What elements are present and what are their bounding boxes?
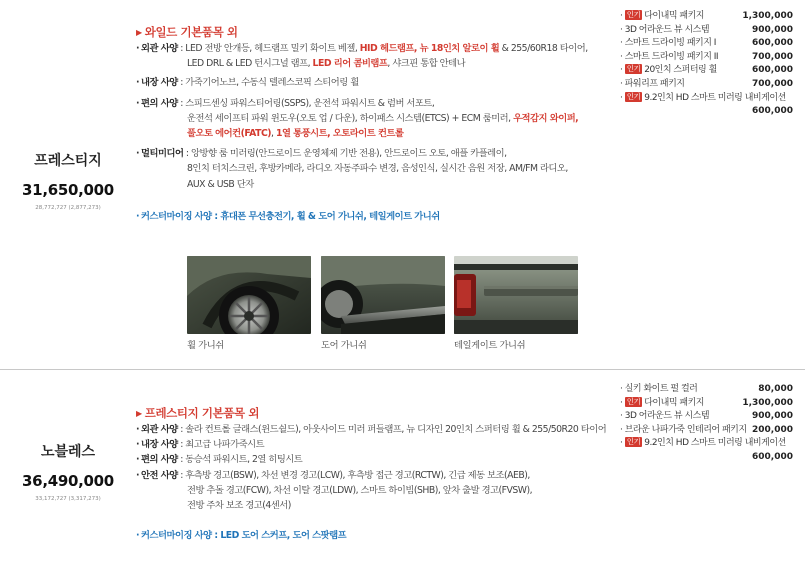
trim-row-noblesse	[0, 370, 805, 573]
spec-text: : 솔라 컨트롤 글래스(윈드쉴드), 아웃사이드 미러 퍼들램프, 뉴 디자인 20인치 스퍼터링 휠 & 255/50R20 타이어	[180, 424, 607, 435]
spec-line	[136, 498, 608, 513]
option-name: 실키 화이트 펄 컬러	[624, 384, 698, 394]
spec-line	[136, 177, 608, 192]
spec-text: 8인치 터치스크린, 후방카메라, 라디오 자동주파수 변경, 음성인식, 실시간 음원 저장, AM/FM 라디오,	[187, 163, 568, 175]
option-name: 스마트 드라이빙 패키지 II	[624, 51, 719, 62]
bullet-icon: ·	[136, 97, 140, 109]
option-name: 브라운 나파가죽 인테리어 패키지	[624, 424, 747, 435]
option-item: · 인기 9.2인치 HD 스마트 미러링 내비게이션 600,000	[620, 92, 793, 119]
highlight-text: 1열 통풍시트, 오토라이트 컨트롤	[275, 128, 404, 140]
spec-line	[136, 146, 608, 161]
option-item: · 인기 다이내믹 패키지 1,300,000	[620, 397, 793, 411]
trim-name: 노블레스	[40, 444, 96, 460]
triangle-right-icon: ▶	[136, 409, 142, 418]
option-price: 700,000	[752, 78, 793, 89]
bullet-icon: ·	[136, 211, 140, 222]
option-item: · 3D 어라운드 뷰 시스템 900,000	[620, 24, 793, 38]
option-name: 9.2인치 HD 스마트 미러링 내비게이션	[644, 438, 786, 449]
base-items-header	[136, 24, 238, 40]
option-item: · 파워리프 패키지 700,000	[620, 78, 793, 92]
option-item: · 3D 어라운드 뷰 시스템 900,000	[620, 410, 793, 424]
option-item: · 실키 화이트 펄 컬러 80,000	[620, 383, 793, 397]
spec-line	[136, 126, 608, 141]
option-item: · 인기 20인치 스퍼터링 휠 600,000	[620, 64, 793, 78]
popular-badge: 인기	[626, 437, 641, 447]
spec-text: AUX & USB 단자	[187, 178, 254, 190]
option-item: · 인기 9.2인치 HD 스마트 미러링 내비게이션 600,000	[620, 437, 793, 464]
spec-label: 멀티미디어	[141, 148, 184, 160]
option-price: 80,000	[758, 384, 793, 394]
option-name: 3D 어라운드 뷰 시스템	[624, 411, 710, 422]
bullet-icon: ·	[136, 148, 140, 160]
option-price: 200,000	[752, 424, 793, 435]
spec-line	[136, 452, 608, 467]
spec-text: : 스피드센싱 파워스티어링(SSPS), 운전석 파워시트 & 럼버 서포트,	[180, 97, 435, 109]
spec-line	[136, 56, 608, 71]
spec-item	[136, 146, 608, 192]
spec-line	[136, 75, 608, 90]
highlight-text: LED 리어 콤비램프	[312, 58, 388, 70]
spec-label: 내장 사양	[141, 439, 178, 451]
spec-list	[136, 422, 608, 513]
option-name: 스마트 드라이빙 패키지 I	[624, 38, 716, 49]
spec-label: 내장 사양	[141, 77, 178, 89]
option-name: 다이내믹 패키지	[644, 397, 704, 408]
spec-text: : 앙방향 룸 미러링(안드로이드 운영체제 기반 전용), 안드로이드 오토, 애플 카플레이,	[185, 148, 507, 160]
trim-name: 프레스티지	[34, 153, 102, 169]
spec-item	[136, 75, 608, 90]
bullet-icon: ·	[136, 530, 140, 541]
spec-label: 외관 사양	[141, 43, 178, 54]
customizing-spec	[136, 527, 346, 541]
spec-label: 외관 사양	[141, 424, 178, 435]
spec-text: 전방 주차 보조 경고(4센서)	[187, 500, 291, 512]
option-price: 600,000	[752, 106, 793, 117]
option-price: 900,000	[752, 411, 793, 422]
option-price: 600,000	[752, 65, 793, 76]
spec-text: : LED 전방 안개등, 헤드램프 밀키 화이트 베젤,	[180, 43, 360, 54]
spec-text: : 후측방 경고(BSW), 차선 변경 경고(LCW), 후측방 접근 경고(RCTW), 긴급 제동 보조(AEB),	[180, 469, 530, 481]
bullet-icon: ·	[136, 43, 140, 54]
bullet-icon: ·	[136, 454, 140, 466]
door-garnish-photo	[321, 256, 445, 334]
customizing-spec	[136, 208, 440, 222]
option-price: 900,000	[752, 24, 793, 35]
spec-line	[136, 96, 608, 111]
spec-text: LED DRL & LED 턴시그널 램프,	[187, 58, 313, 70]
popular-badge: 인기	[626, 10, 641, 19]
spec-text: : 최고급 나파가죽시트	[180, 439, 265, 451]
spec-line	[136, 161, 608, 176]
option-price: 600,000	[752, 451, 793, 462]
popular-badge: 인기	[626, 64, 641, 74]
spec-text: : 동승석 파워시트, 2열 히팅시트	[180, 454, 303, 466]
photo-caption: 테일게이트 가니쉬	[454, 340, 526, 351]
bullet-icon: ·	[136, 424, 140, 435]
option-list	[620, 10, 793, 119]
spec-line	[136, 422, 608, 437]
option-item: · 인기 다이내믹 패키지 1,300,000	[620, 10, 793, 24]
option-price: 700,000	[752, 51, 793, 62]
triangle-right-icon: ▶	[136, 28, 142, 37]
bullet-icon: ·	[136, 439, 140, 451]
spec-item	[136, 468, 608, 514]
option-item: · 스마트 드라이빙 패키지 II 700,000	[620, 51, 793, 65]
trim-price: 36,490,000	[22, 472, 114, 490]
option-name: 3D 어라운드 뷰 시스템	[624, 24, 710, 35]
spec-text: 전방 추돌 경고(FCW), 차선 이탈 경고(LDW), 스마트 하이빔(SHB), 앞차 출발 경고(FVSW),	[187, 484, 533, 496]
highlight-text: 풀오토 에어컨(FATC)	[187, 128, 272, 140]
popular-badge: 인기	[626, 91, 641, 101]
option-item: · 브라운 나파가죽 인테리어 패키지 200,000	[620, 424, 793, 438]
customizing-text: : 휴대폰 무선충전기, 휠 & 도어 가니쉬, 테일게이트 가니쉬	[214, 211, 440, 222]
spec-text: ,	[271, 128, 276, 140]
spec-text: : 가죽기어노브, 수동식 텔레스코픽 스티어링 휠	[180, 77, 359, 89]
customizing-text: : LED 도어 스커프, 도어 스팟램프	[214, 530, 347, 541]
spec-label: 편의 사양	[141, 97, 178, 109]
option-price: 1,300,000	[742, 11, 793, 21]
spec-label: 편의 사양	[141, 454, 178, 466]
spec-line	[136, 437, 608, 452]
option-name: 20인치 스퍼터링 휠	[644, 65, 717, 76]
wheel-garnish-photo	[187, 256, 311, 334]
customizing-label: 커스터마이징 사양	[141, 211, 212, 222]
trim-price: 31,650,000	[22, 181, 114, 199]
spec-text: , 샤크핀 통합 안테나	[387, 58, 466, 70]
customizing-label: 커스터마이징 사양	[141, 530, 212, 541]
option-price: 600,000	[752, 38, 793, 49]
base-items-header	[136, 405, 259, 421]
spec-label: 안전 사양	[141, 469, 178, 481]
base-items-header-text: 프레스티지 기본품목 외	[144, 406, 260, 420]
spec-text: & 255/60R18 타이어,	[499, 43, 588, 54]
spec-line	[136, 41, 608, 56]
trim-sub-price: 33,172,727 (3,317,273)	[35, 496, 101, 502]
spec-list	[136, 41, 608, 192]
bullet-icon: ·	[136, 77, 140, 89]
tailgate-garnish-photo	[454, 256, 578, 334]
option-list	[620, 383, 793, 465]
spec-item	[136, 452, 608, 467]
spec-line	[136, 111, 608, 126]
option-price: 1,300,000	[742, 397, 793, 408]
spec-line	[136, 483, 608, 498]
base-items-header-text: 와일드 기본품목 외	[144, 25, 238, 39]
trim-sub-price: 28,772,727 (2,877,273)	[35, 205, 101, 211]
option-item: · 스마트 드라이빙 패키지 I 600,000	[620, 37, 793, 51]
spec-item	[136, 41, 608, 71]
spec-text: 운전석 세이프티 파워 윈도우(오토 업 / 다운), 하이패스 시스템(ETCS) + ECM 룸미러,	[187, 112, 514, 124]
photo-caption: 도어 가니쉬	[321, 340, 367, 351]
photo-caption: 휠 가니쉬	[187, 340, 224, 351]
spec-item	[136, 96, 608, 142]
option-name: 파워리프 패키지	[624, 78, 685, 89]
spec-line	[136, 468, 608, 483]
highlight-text: 우적감지 와이퍼,	[513, 112, 579, 124]
bullet-icon: ·	[136, 469, 140, 481]
spec-item	[136, 437, 608, 452]
popular-badge: 인기	[626, 396, 641, 406]
option-name: 9.2인치 HD 스마트 미러링 내비게이션	[644, 92, 786, 103]
spec-item	[136, 422, 608, 437]
option-name: 다이내믹 패키지	[644, 11, 704, 21]
highlight-text: HID 헤드램프, 뉴 18인치 알로이 휠	[359, 43, 500, 54]
